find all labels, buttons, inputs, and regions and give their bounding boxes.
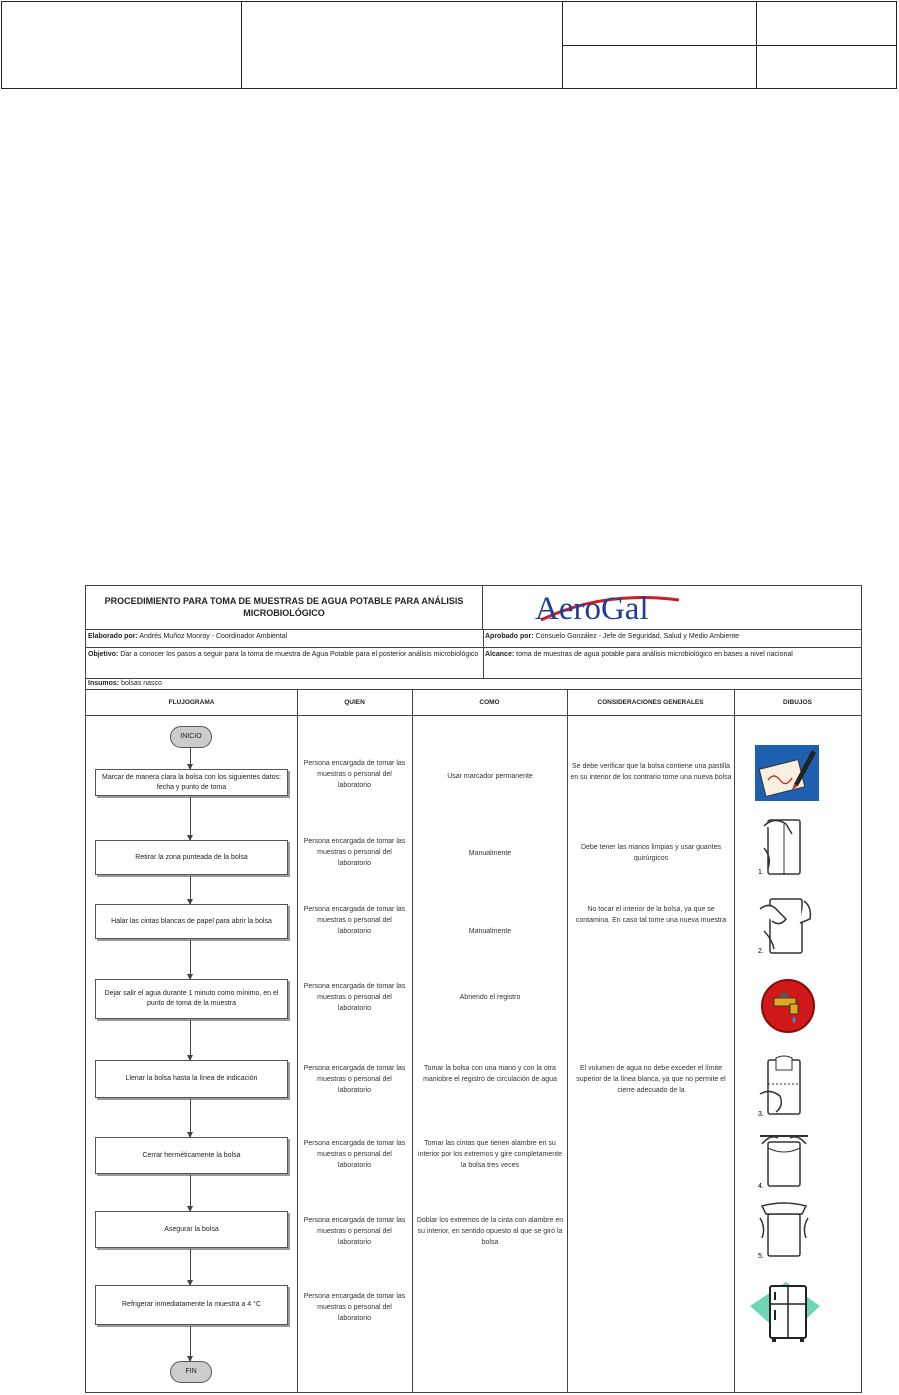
flow-step-1: Marcar de manera clara la bolsa con los siguientes datos: fecha y punto de toma xyxy=(95,769,288,796)
flow-step-6: Cerrar herméticamente la bolsa xyxy=(95,1137,288,1174)
flow-step-8: Refrigerar inmediatamente la muestra a 4 °C xyxy=(95,1285,288,1325)
svg-text:4.: 4. xyxy=(758,1183,764,1190)
header-cell-date xyxy=(563,46,757,89)
quien-step-2: Persona encargada de tomar las muestras o personal del laboratorio xyxy=(303,838,406,867)
marker-icon xyxy=(754,744,820,804)
flow-step-4: Dejar salir el agua durante 1 minuto como mínimo, en el punto de toma de la muestra xyxy=(95,979,288,1019)
consideraciones-step-1: Se debe verificar que la bolsa contiene una pastilla en su interior de los contrario tome una nueva bolsa xyxy=(570,763,732,781)
elaborado-value: Andrés Muñoz Monroy - Coordinador Ambiental xyxy=(139,633,288,640)
svg-text:1.: 1. xyxy=(758,869,764,876)
alcance-label: Alcance: xyxy=(485,651,515,658)
objetivo-row xyxy=(86,648,861,679)
objetivo-label: Objetivo: xyxy=(88,651,119,658)
aprobado-label: Aprobado por: xyxy=(485,633,534,640)
quien-step-6: Persona encargada de tomar las muestras o personal del laboratorio xyxy=(303,1140,406,1169)
flow-step-5: Llenar la bolsa hasta la línea de indicación xyxy=(95,1060,288,1098)
quien-step-7: Persona encargada de tomar las muestras o personal del laboratorio xyxy=(303,1217,406,1246)
como-step-3: Manualmente xyxy=(468,928,512,935)
alcance-value: toma de muestras de agua potable para análisis microbiológico en bases a nivel nacional xyxy=(516,651,793,658)
insumos-value: bolsas nasco xyxy=(121,680,162,687)
quien-step-1: Persona encargada de tomar las muestras o personal del laboratorio xyxy=(303,760,406,789)
consideraciones-step-5: El volumen de agua no debe exceder el límite superior de la línea blanca, ya que no permite el cierre adecuado de la xyxy=(576,1065,726,1094)
como-step-5: Tomar la bolsa con una mano y con la otra maniobre el registro de circulación de agua xyxy=(423,1065,557,1083)
como-step-2: Manualmente xyxy=(468,850,512,857)
header-cell-code xyxy=(563,2,757,46)
col-header-como: COMO xyxy=(412,690,567,716)
header-cell-page xyxy=(757,46,897,89)
como-step-1: Usar marcador permanente xyxy=(447,773,533,780)
elaborado-label: Elaborado por: xyxy=(88,633,138,640)
insumos-label: Insumos: xyxy=(88,680,120,687)
quien-step-4: Persona encargada de tomar las muestras o personal del laboratorio xyxy=(303,983,406,1012)
consideraciones-step-3: No tocar el interior de la bolsa, ya que se contamina. En caso tal tome una nueva muestra xyxy=(575,906,727,924)
flow-step-2: Retirar la zona punteada de la bolsa xyxy=(95,840,288,875)
como-step-6: Tomar las cintas que tienen alambre en su interior por los extremos y gire completamente la bolsa tres veces xyxy=(418,1140,562,1169)
header-cell-title xyxy=(242,2,563,89)
flow-step-3: Halar las cintas blancas de papel para abrir la bolsa xyxy=(95,904,288,939)
svg-text:2.: 2. xyxy=(758,948,764,955)
quien-step-3: Persona encargada de tomar las muestras o personal del laboratorio xyxy=(303,906,406,935)
svg-text:3.: 3. xyxy=(758,1111,764,1118)
consideraciones-step-2: Debe tener las manos limpias y usar guantes quirúrgicos xyxy=(580,844,722,862)
logo-text: AeroGal xyxy=(535,591,649,627)
col-header-quien: QUIEN xyxy=(297,690,412,716)
flow-start: INICIO xyxy=(170,726,212,748)
col-header-flujograma: FLUJOGRAMA xyxy=(86,690,297,716)
bag-step-4-icon xyxy=(754,1128,814,1192)
aprobado-value: Consuelo González - Jefe de Seguridad, Salud y Medio Ambiente xyxy=(535,633,740,640)
flow-step-7: Asegurar la bolsa xyxy=(95,1211,288,1248)
col-header-dibujos: DIBUJOS xyxy=(734,690,861,716)
refrigerator-icon xyxy=(746,1276,822,1346)
quien-step-5: Persona encargada de tomar las muestras o personal del laboratorio xyxy=(303,1065,406,1094)
flow-end: FIN xyxy=(170,1361,212,1383)
procedure-image xyxy=(85,585,862,1393)
bag-step-2-icon xyxy=(754,891,816,959)
insumos-row xyxy=(86,679,861,690)
document-header-table xyxy=(1,1,897,89)
procedure-title: PROCEDIMIENTO PARA TOMA DE MUESTRAS DE AGUA POTABLE PARA ANÁLISIS MICROBIOLÓGICO xyxy=(86,586,483,630)
bag-step-1-icon xyxy=(754,814,814,880)
faucet-icon xyxy=(760,978,816,1036)
objetivo-value: Dar a conocer los pasos a seguir para la toma de muestra de Agua Potable para el posterior análisis microbiológico xyxy=(120,651,479,658)
header-cell-version xyxy=(757,2,897,46)
bag-step-5-icon xyxy=(754,1198,814,1262)
como-step-7: Doblar los extremos de la cinta con alambre en su interior, en sentido opuesto al que se giró la bolsa xyxy=(416,1217,564,1246)
aerogal-logo xyxy=(483,586,861,630)
como-step-4: Abriendo el registro xyxy=(459,994,521,1001)
svg-text:5.: 5. xyxy=(758,1253,764,1260)
col-header-consideraciones: CONSIDERACIONES GENERALES xyxy=(567,690,734,716)
bag-step-3-icon xyxy=(754,1054,814,1120)
header-cell-logo xyxy=(2,2,242,89)
elaborado-row xyxy=(86,630,861,648)
quien-step-8: Persona encargada de tomar las muestras o personal del laboratorio xyxy=(303,1293,406,1322)
